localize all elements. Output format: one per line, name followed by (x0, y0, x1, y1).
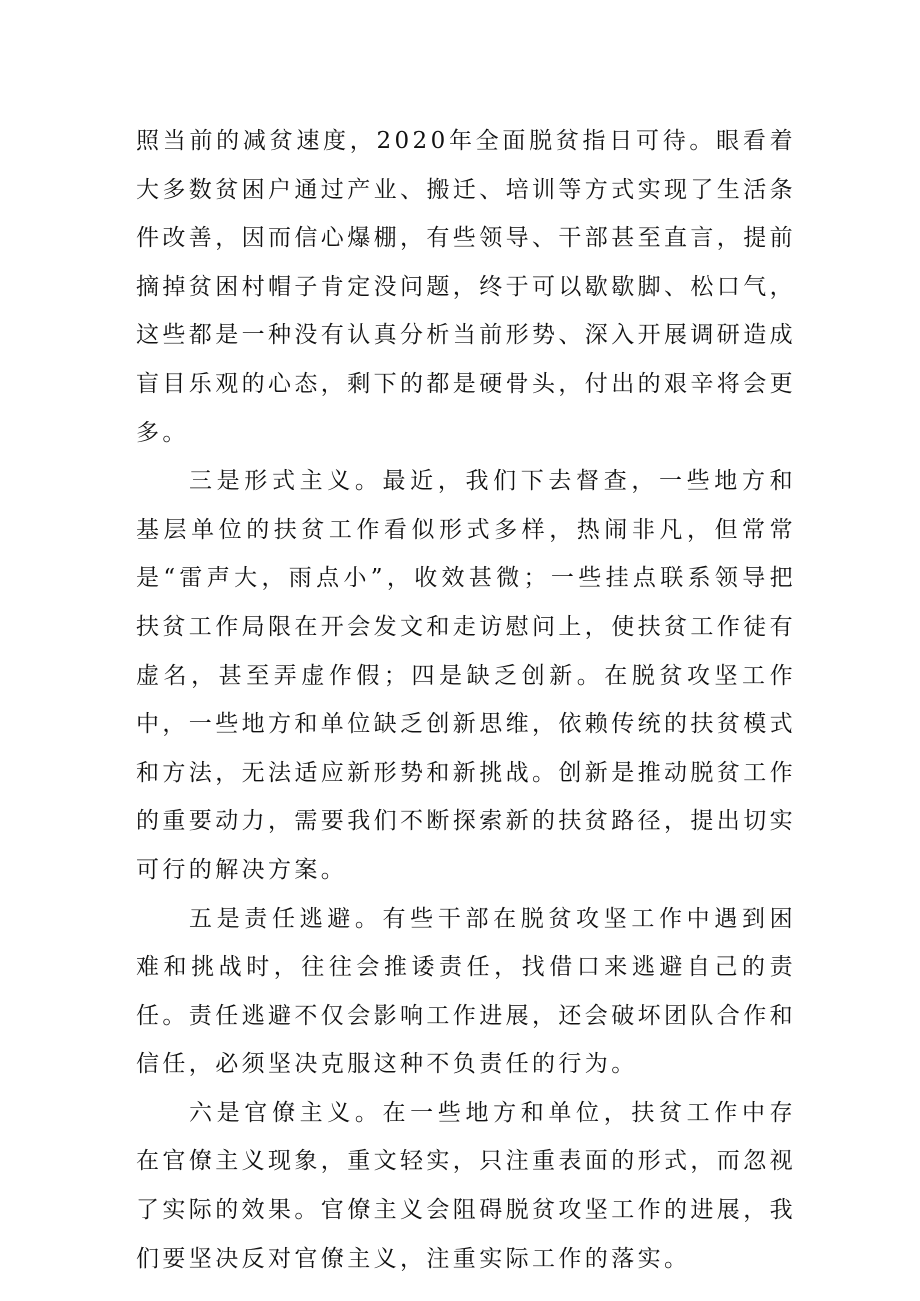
paragraph-continuation: 照当前的减贫速度，2020年全面脱贫指日可待。眼看着大多数贫困户通过产业、搬迁、培训等方式实现了生活条件改善，因而信心爆棚，有些领导、干部甚至直言，提前摘掉贫困村帽子肯定没问题，终于可以歇歇脚、松口气，这些都是一种没有认真分析当前形势、深入开展调研造成盲目乐观的心态，剩下的都是硬骨头，付出的艰辛将会更多。 (136, 128, 796, 446)
paragraph-formalism: 三是形式主义。最近，我们下去督查，一些地方和基层单位的扶贫工作看似形式多样，热闹非凡，但常常是“雷声大，雨点小”，收效甚微；一些挂点联系领导把扶贫工作局限在开会发文和走访慰问上，使扶贫工作徒有虚名，甚至弄虚作假；四是缺乏创新。在脱贫攻坚工作中，一些地方和单位缺乏创新思维，依赖传统的扶贫模式和方法，无法适应新形势和新挑战。创新是推动脱贫工作的重要动力，需要我们不断探索新的扶贫路径，提出切实可行的解决方案。 (136, 468, 796, 883)
paragraph-responsibility-evasion: 五是责任逃避。有些干部在脱贫攻坚工作中遇到困难和挑战时，往往会推诿责任，找借口来逃避自己的责任。责任逃避不仅会影响工作进展，还会破坏团队合作和信任，必须坚决克服这种不负责任的行为。 (136, 905, 796, 1078)
paragraph-bureaucracy: 六是官僚主义。在一些地方和单位，扶贫工作中存在官僚主义现象，重文轻实，只注重表面的形式，而忽视了实际的效果。官僚主义会阻碍脱贫攻坚工作的进展，我们要坚决反对官僚主义，注重实际工作的落实。 (136, 1099, 796, 1272)
document-body (136, 117, 796, 1283)
